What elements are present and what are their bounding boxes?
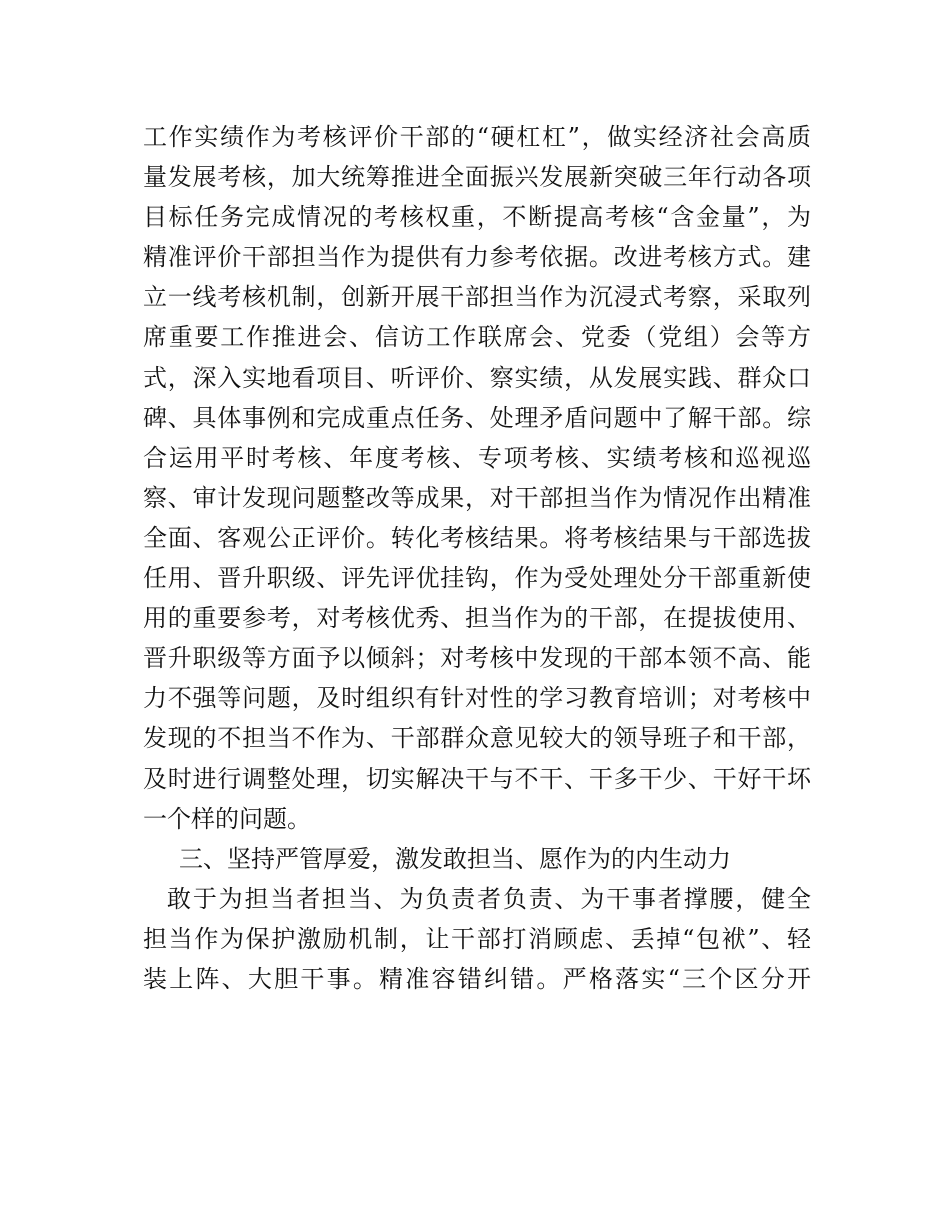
paragraph-line: 察、审计发现问题整改等成果，对干部担当作为情况作出精准 [143, 483, 811, 512]
paragraph-line: 装上阵、大胆干事。精准容错纠错。严格落实“三个区分开 [143, 964, 811, 993]
paragraph-line: 晋升职级等方面予以倾斜；对考核中发现的干部本领不高、能 [143, 644, 811, 673]
paragraph-line: 工作实绩作为考核评价干部的“硬杠杠”，做实经济社会高质 [143, 123, 811, 151]
paragraph-line: 一个样的问题。 [143, 804, 311, 833]
paragraph-line: 任用、晋升职级、评先评优挂钩，作为受处理处分干部重新使 [143, 564, 811, 593]
paragraph-line: 目标任务完成情况的考核权重，不断提高考核“含金量”，为 [143, 203, 811, 232]
paragraph-2 [143, 879, 811, 999]
paragraph-line: 担当作为保护激励机制，让干部打消顾虑、丢掉“包袱”、轻 [143, 924, 811, 953]
paragraph-line: 立一线考核机制，创新开展干部担当作为沉浸式考察，采取列 [143, 283, 811, 312]
paragraph-line: 敢于为担当者担当、为负责者负责、为干事者撑腰，健全 [167, 884, 811, 913]
paragraph-line: 碑、具体事例和完成重点任务、处理矛盾问题中了解干部。综 [143, 403, 811, 432]
section-heading: 三、坚持严管厚爱，激发敢担当、愿作为的内生动力 [179, 844, 731, 873]
paragraph-line: 量发展考核，加大统筹推进全面振兴发展新突破三年行动各项 [143, 163, 811, 192]
paragraph-line: 及时进行调整处理，切实解决干与不干、干多干少、干好干坏 [143, 764, 811, 793]
paragraph-line: 席重要工作推进会、信访工作联席会、党委（党组）会等方 [143, 323, 811, 352]
paragraph-line: 发现的不担当不作为、干部群众意见较大的领导班子和干部， [143, 724, 811, 753]
document-body [143, 117, 811, 999]
paragraph-line: 力不强等问题，及时组织有针对性的学习教育培训；对考核中 [143, 684, 811, 713]
paragraph-1 [143, 117, 811, 839]
paragraph-line: 精准评价干部担当作为提供有力参考依据。改进考核方式。建 [143, 243, 811, 272]
paragraph-line: 式，深入实地看项目、听评价、察实绩，从发展实践、群众口 [143, 363, 811, 392]
paragraph-line: 全面、客观公正评价。转化考核结果。将考核结果与干部选拔 [143, 523, 811, 552]
paragraph-line: 用的重要参考，对考核优秀、担当作为的干部，在提拔使用、 [143, 604, 811, 633]
paragraph-line: 合运用平时考核、年度考核、专项考核、实绩考核和巡视巡 [143, 443, 811, 472]
